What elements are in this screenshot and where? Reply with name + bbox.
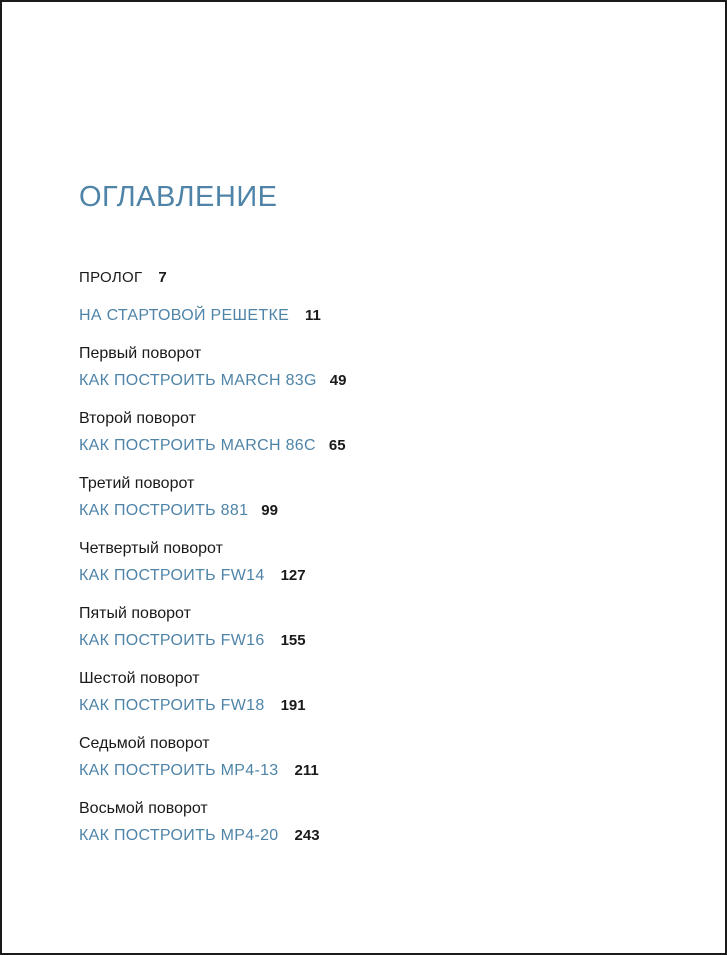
toc-turn-label: Седьмой поворот [79,735,210,752]
toc-entry-prologue[interactable] [79,264,346,291]
toc-turn-label: Третий поворот [79,475,195,492]
toc-entry[interactable] [79,692,346,719]
toc-entry-label: КАК ПОСТРОИТЬ MP4-13 [79,762,279,779]
toc-entry[interactable] [79,432,346,459]
toc-turn-heading [79,405,346,432]
toc-turn-label: Восьмой поворот [79,800,208,817]
toc-page-number: 65 [328,437,346,454]
toc-turn-heading [79,730,346,757]
toc-page-number: 211 [294,762,319,779]
toc-entry-label: КАК ПОСТРОИТЬ MP4-20 [79,827,279,844]
toc-turn-heading [79,340,346,367]
toc-turn-heading [79,470,346,497]
toc-page-number: 11 [305,307,321,324]
toc-entry[interactable] [79,627,346,654]
toc-title: ОГЛАВЛЕНИЕ [79,181,278,213]
toc-page-number: 7 [158,269,167,286]
toc-entry-label: КАК ПОСТРОИТЬ MARCH 83G [79,372,317,389]
toc-entry[interactable] [79,562,346,589]
toc-turn-label: Второй поворот [79,410,196,427]
toc-turn-label: Пятый поворот [79,605,191,622]
toc-turn-heading [79,600,346,627]
toc-turn-label: Четвертый поворот [79,540,223,557]
toc-entry[interactable] [79,367,346,394]
toc-turn-label: Шестой поворот [79,670,200,687]
toc-entry-label: КАК ПОСТРОИТЬ FW18 [79,697,265,714]
toc-page-number: 127 [280,567,306,584]
toc-list [79,264,346,849]
toc-entry-label: КАК ПОСТРОИТЬ FW14 [79,567,265,584]
toc-entry-label: ПРОЛОГ [79,269,143,286]
toc-entry[interactable] [79,497,346,524]
toc-turn-heading [79,795,346,822]
toc-page-number: 191 [280,697,306,714]
toc-turn-heading [79,665,346,692]
toc-turn-heading [79,535,346,562]
toc-page-number: 49 [329,372,347,389]
toc-page-number: 99 [261,502,278,519]
toc-page-number: 155 [280,632,306,649]
toc-entry-start[interactable] [79,302,346,329]
toc-page-number: 243 [294,827,320,844]
toc-entry[interactable] [79,757,346,784]
toc-entry-label: КАК ПОСТРОИТЬ FW16 [79,632,265,649]
toc-entry-label: КАК ПОСТРОИТЬ MARCH 86C [79,437,316,454]
toc-entry[interactable] [79,822,346,849]
toc-entry-label: НА СТАРТОВОЙ РЕШЕТКЕ [79,307,290,324]
toc-entry-label: КАК ПОСТРОИТЬ 881 [79,502,249,519]
toc-turn-label: Первый поворот [79,345,202,362]
